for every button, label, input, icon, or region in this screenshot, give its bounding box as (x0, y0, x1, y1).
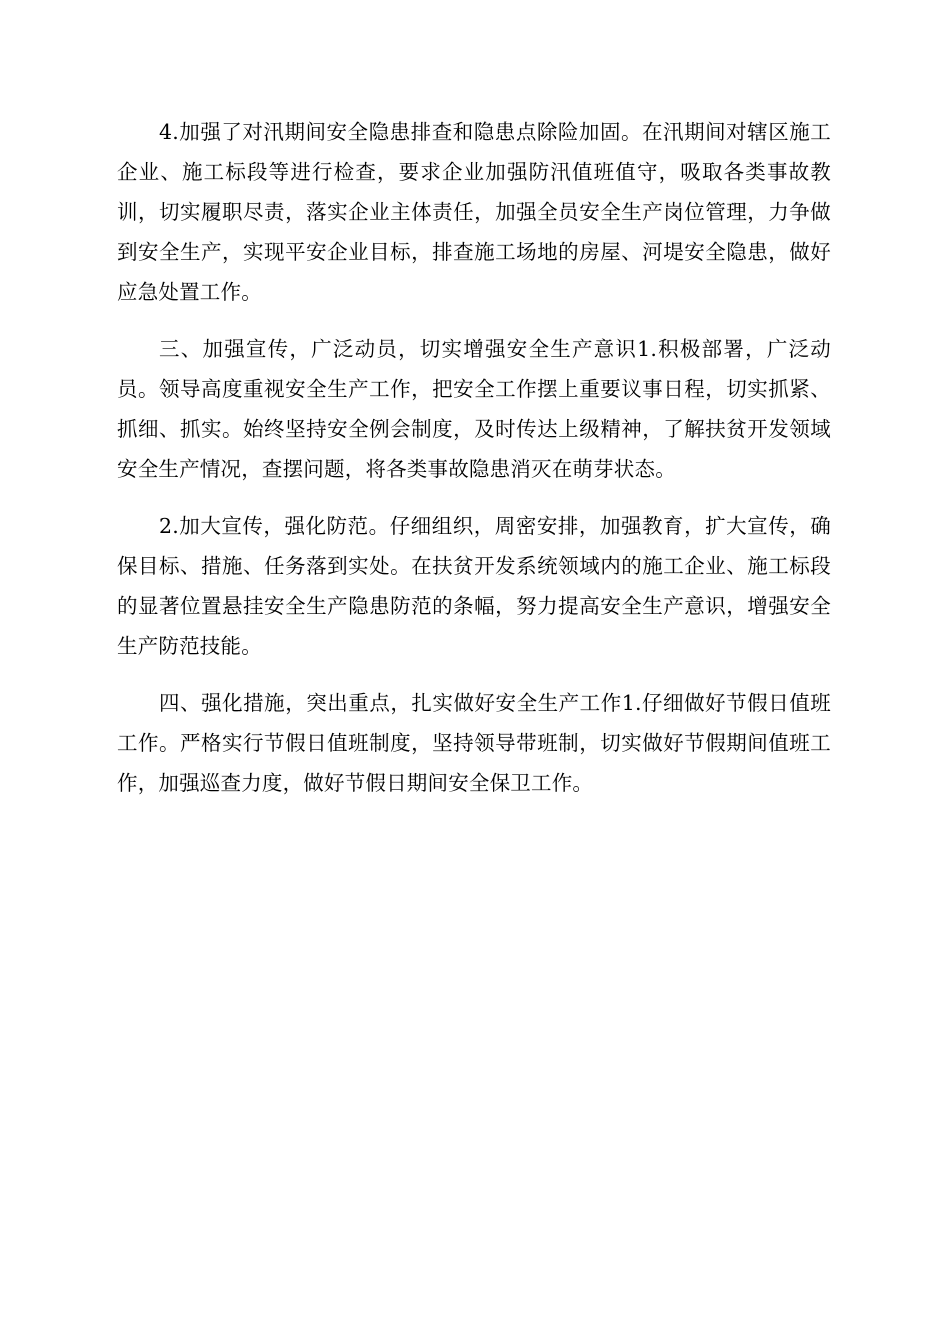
paragraph-publicity-mobilization: 三、加强宣传，广泛动员，切实增强安全生产意识1.积极部署，广泛动员。领导高度重视安全生产工作，把安全工作摆上重要议事日程，切实抓紧、抓细、抓实。始终坚持安全例会制度，及时传达上级精神，了解扶贫开发领域安全生产情况，查摆问题，将各类事故隐患消灭在萌芽状态。 (117, 337, 831, 481)
paragraph-holiday-duty: 四、强化措施，突出重点，扎实做好安全生产工作1.仔细做好节假日值班工作。严格实行节假日值班制度，坚持领导带班制，切实做好节假期间值班工作，加强巡查力度，做好节假日期间安全保卫工作。 (117, 691, 831, 795)
paragraph-flood-season-inspection: 4.加强了对汛期间安全隐患排查和隐患点除险加固。在汛期间对辖区施工企业、施工标段等进行检查，要求企业加强防汛值班值守，吸取各类事故教训，切实履职尽责，落实企业主体责任，加强全员安全生产岗位管理，力争做到安全生产，实现平安企业目标，排查施工场地的房屋、河堤安全隐患，做好应急处置工作。 (117, 120, 831, 304)
document-body (117, 112, 831, 820)
paragraph-publicity-prevention: 2.加大宣传，强化防范。仔细组织，周密安排，加强教育，扩大宣传，确保目标、措施、任务落到实处。在扶贫开发系统领域内的施工企业、施工标段的显著位置悬挂安全生产隐患防范的条幅，努力提高安全生产意识，增强安全生产防范技能。 (117, 514, 831, 658)
